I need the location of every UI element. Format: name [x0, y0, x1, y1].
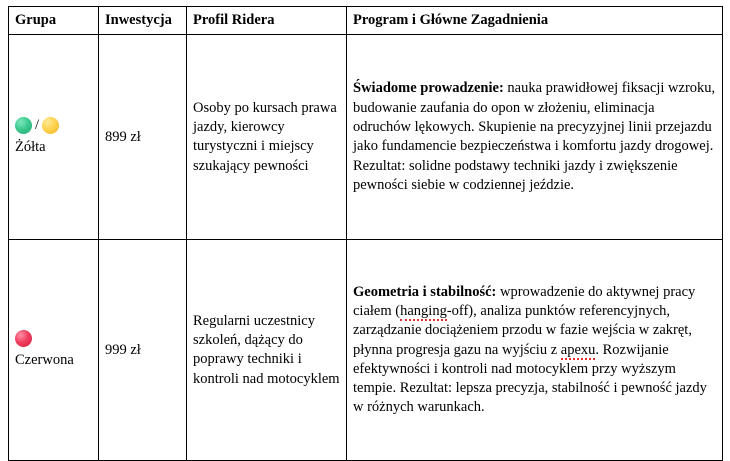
spellcheck-word-apexu: apexu — [560, 341, 596, 358]
table-row — [9, 240, 723, 461]
program-text-red-1: wprowadzenie do aktywnej pracy ciałem ( — [353, 283, 696, 320]
green-dot-icon — [15, 117, 32, 134]
program-cell-red — [347, 240, 723, 461]
investment-cell-yellow: 899 zł — [99, 35, 187, 240]
spellcheck-word-hanging: hanging — [400, 303, 447, 320]
program-lead-red: Geometria i stabilność: — [353, 283, 497, 300]
header-profile: Profil Ridera — [187, 7, 347, 35]
group-cell-yellow — [9, 35, 99, 240]
header-program: Program i Główne Zagadnienia — [347, 7, 723, 35]
program-text-red-2: -off), analiza punktów referencyjnych, zarządzanie dociążeniem przodu w fazie wejścia w zakręt, płynna progresja gazu na wyjściu z — [353, 303, 692, 358]
profile-cell-red: Regularni uczestnicy szkoleń, dążący do poprawy techniki i kontroli nad motocyklem — [187, 240, 347, 461]
group-label-red: Czerwona — [15, 352, 74, 369]
yellow-dot-icon — [42, 117, 59, 134]
group-label-yellow: Żółta — [15, 139, 46, 156]
red-dot-icon — [15, 330, 32, 347]
program-cell-yellow — [347, 35, 723, 240]
course-levels-table — [8, 6, 723, 461]
table-body — [9, 35, 723, 461]
program-text-red-3: . Rozwijanie efektywności i kontroli nad motocyklem przy wyższym tempie. Rezultat: lepsza precyzja, stabilność i pewność jazdy w różnych warunkach. — [353, 341, 707, 416]
header-investment: Inwestycja — [99, 7, 187, 35]
group-dots-red — [15, 330, 92, 347]
dot-separator: / — [35, 117, 40, 134]
group-dots-yellow — [15, 117, 92, 134]
investment-cell-red: 999 zł — [99, 240, 187, 461]
group-cell-red — [9, 240, 99, 461]
header-row — [9, 7, 723, 35]
profile-cell-yellow: Osoby po kursach prawa jazdy, kierowcy turystyczni i miejscy szukający pewności — [187, 35, 347, 240]
program-text-yellow: nauka prawidłowej fiksacji wzroku, budowanie zaufania do opon w złożeniu, eliminacja odruchów lękowych. Skupienie na precyzyjnej linii przejazdu jako fundamencie bezpieczeństwa i komfortu jazdy drogowej. Rezultat: solidne podstawy techniki jazdy i zwiększenie pewności siebie w codziennej jeździe. — [353, 80, 716, 193]
table-row — [9, 35, 723, 240]
program-lead-yellow: Świadome prowadzenie: — [353, 80, 504, 97]
header-group: Grupa — [9, 7, 99, 35]
table-header — [9, 7, 723, 35]
